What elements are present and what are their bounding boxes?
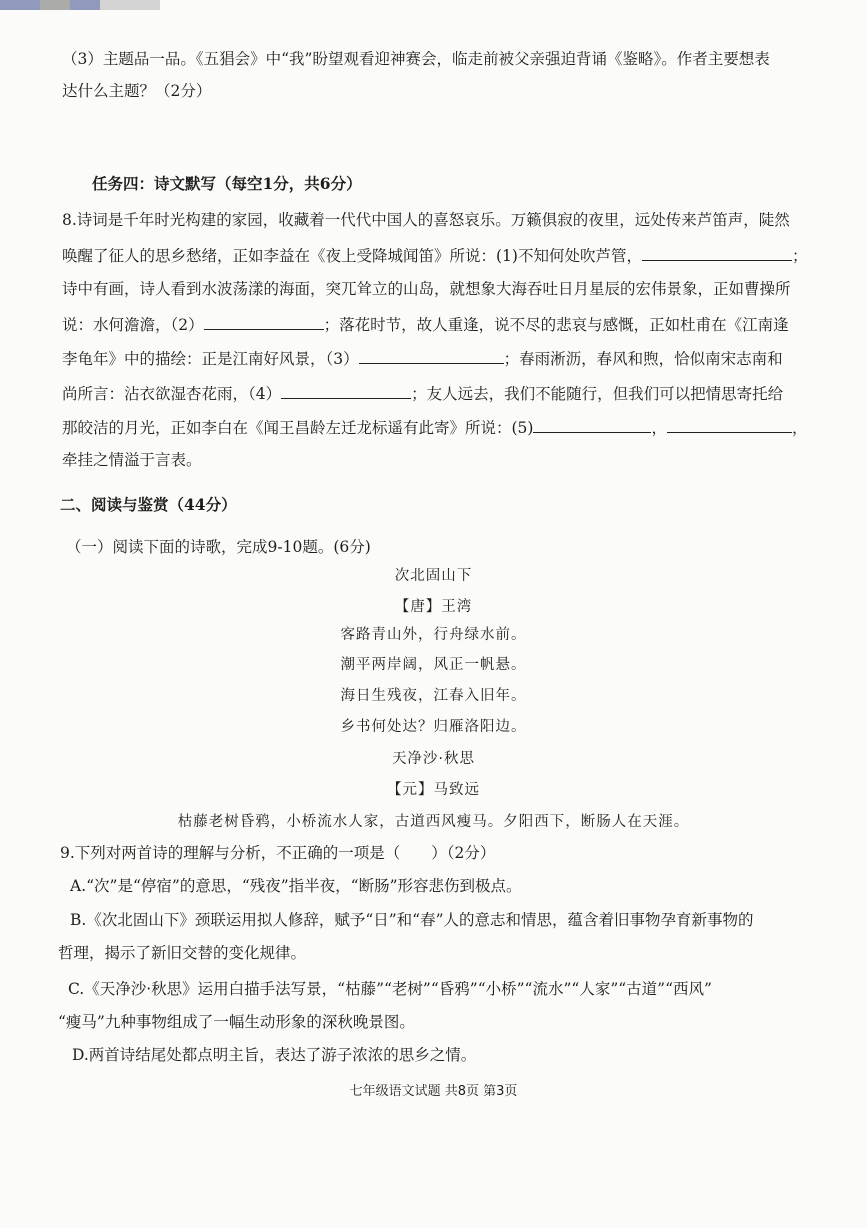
q9-option-b-line2: 哲理，揭示了新旧交替的变化规律。 (58, 944, 307, 962)
poem1-title: 次北固山下 (394, 568, 473, 584)
q8-line7 (62, 416, 808, 438)
page-footer: 七年级语文试题 共8页 第3页 (349, 1084, 518, 1099)
q9-option-c-line2: “瘦马”九种事物组成了一幅生动形象的深秋晚景图。 (58, 1013, 415, 1031)
poem1-line: 乡书何处达？归雁洛阳边。 (340, 719, 527, 735)
poem2-title: 天净沙·秋思 (391, 751, 476, 767)
q9-stem: 9.下列对两首诗的理解与分析，不正确的一项是（ ）（2分） (60, 844, 496, 862)
q9-option-a: A.“次”是“停宿”的意思，“残夜”指半夜，“断肠”形容悲伤到极点。 (70, 877, 522, 895)
q8-line4-end: ；落花时节，故人重逢，说不尽的悲哀与感慨，正如杜甫在《江南逢 (323, 316, 789, 334)
blank-1[interactable] (642, 244, 792, 261)
section2-subheading: （一）阅读下面的诗歌，完成9-10题。(6分) (66, 538, 371, 556)
q8-line6 (62, 382, 783, 404)
blank-5b[interactable] (667, 416, 792, 433)
q3-line2: 达什么主题？（2分） (62, 82, 212, 100)
q8-line2 (62, 244, 807, 266)
q8-line5-end: ；春雨淅沥，春风和煦，恰似南宋志南和 (503, 350, 783, 368)
q8-line7-text: 那皎洁的月光，正如李白在《闻王昌龄左迁龙标遥有此寄》所说：(5) (62, 419, 534, 437)
q8-line5 (62, 347, 783, 369)
task4-heading: 任务四：诗文默写（每空1分，共6分） (92, 174, 362, 193)
q9-option-b-line1: B.《次北固山下》颈联运用拟人修辞，赋予“日”和“春”人的意志和情思，蕴含着旧事物孕育新事物的 (70, 911, 754, 929)
q9-option-c-line1: C.《天净沙·秋思》运用白描手法写景，“枯藤”“老树”“昏鸦”“小桥”“流水”“人家”“古道”“西风” (68, 980, 712, 998)
q8-line2-end: ； (791, 247, 808, 265)
q8-line4-text: 说：水何澹澹，（2） (62, 316, 204, 334)
q9-option-d: D.两首诗结尾处都点明主旨，表达了游子浓浓的思乡之情。 (72, 1046, 477, 1064)
poem2-text: 枯藤老树昏鸦，小桥流水人家，古道西风瘦马。夕阳西下，断肠人在天涯。 (177, 814, 690, 830)
q8-line7-end: ， (791, 419, 808, 437)
scan-corner-mark (0, 0, 160, 10)
q8-line3: 诗中有画，诗人看到水波荡漾的海面，突兀耸立的山岛，就想象大海吞吐日月星辰的宏伟景象，正如曹操所 (62, 280, 791, 298)
poem1-line: 客路青山外，行舟绿水前。 (340, 627, 527, 643)
q8-line4 (62, 313, 789, 335)
poem2-author: 【元】马致远 (387, 782, 480, 798)
poem1-line: 海日生残夜，江春入旧年。 (340, 688, 527, 704)
q8-line1: 8.诗词是千年时光构建的家园，收藏着一代代中国人的喜怒哀乐。万籁俱寂的夜里，远处传来芦笛声，陡然 (62, 211, 790, 229)
q8-line7-comma: ， (651, 419, 667, 437)
q8-line5-text: 李龟年》中的描绘：正是江南好风景，（3） (62, 350, 359, 368)
poem1-line: 潮平两岸阔，风正一帆悬。 (340, 657, 527, 673)
q8-line8: 牵挂之情溢于言表。 (62, 451, 202, 469)
blank-5a[interactable] (533, 416, 651, 433)
q8-line6-text: 尚所言：沾衣欲湿杏花雨，（4） (62, 385, 282, 403)
section2-heading: 二、阅读与鉴赏（44分） (60, 495, 237, 514)
blank-4[interactable] (281, 382, 411, 399)
q8-line6-end: ；友人远去，我们不能随行，但我们可以把情思寄托给 (411, 385, 784, 403)
blank-2[interactable] (204, 313, 324, 330)
q8-line2-text: 唤醒了征人的思乡愁绪，正如李益在《夜上受降城闻笛》所说：(1)不知何处吹芦管， (62, 247, 642, 265)
poem1-author: 【唐】王湾 (394, 599, 473, 615)
blank-3[interactable] (359, 347, 504, 364)
q3-line1: （3）主题品一品。《五猖会》中“我”盼望观看迎神赛会，临走前被父亲强迫背诵《鉴略》。作者主要想表 (62, 50, 770, 68)
